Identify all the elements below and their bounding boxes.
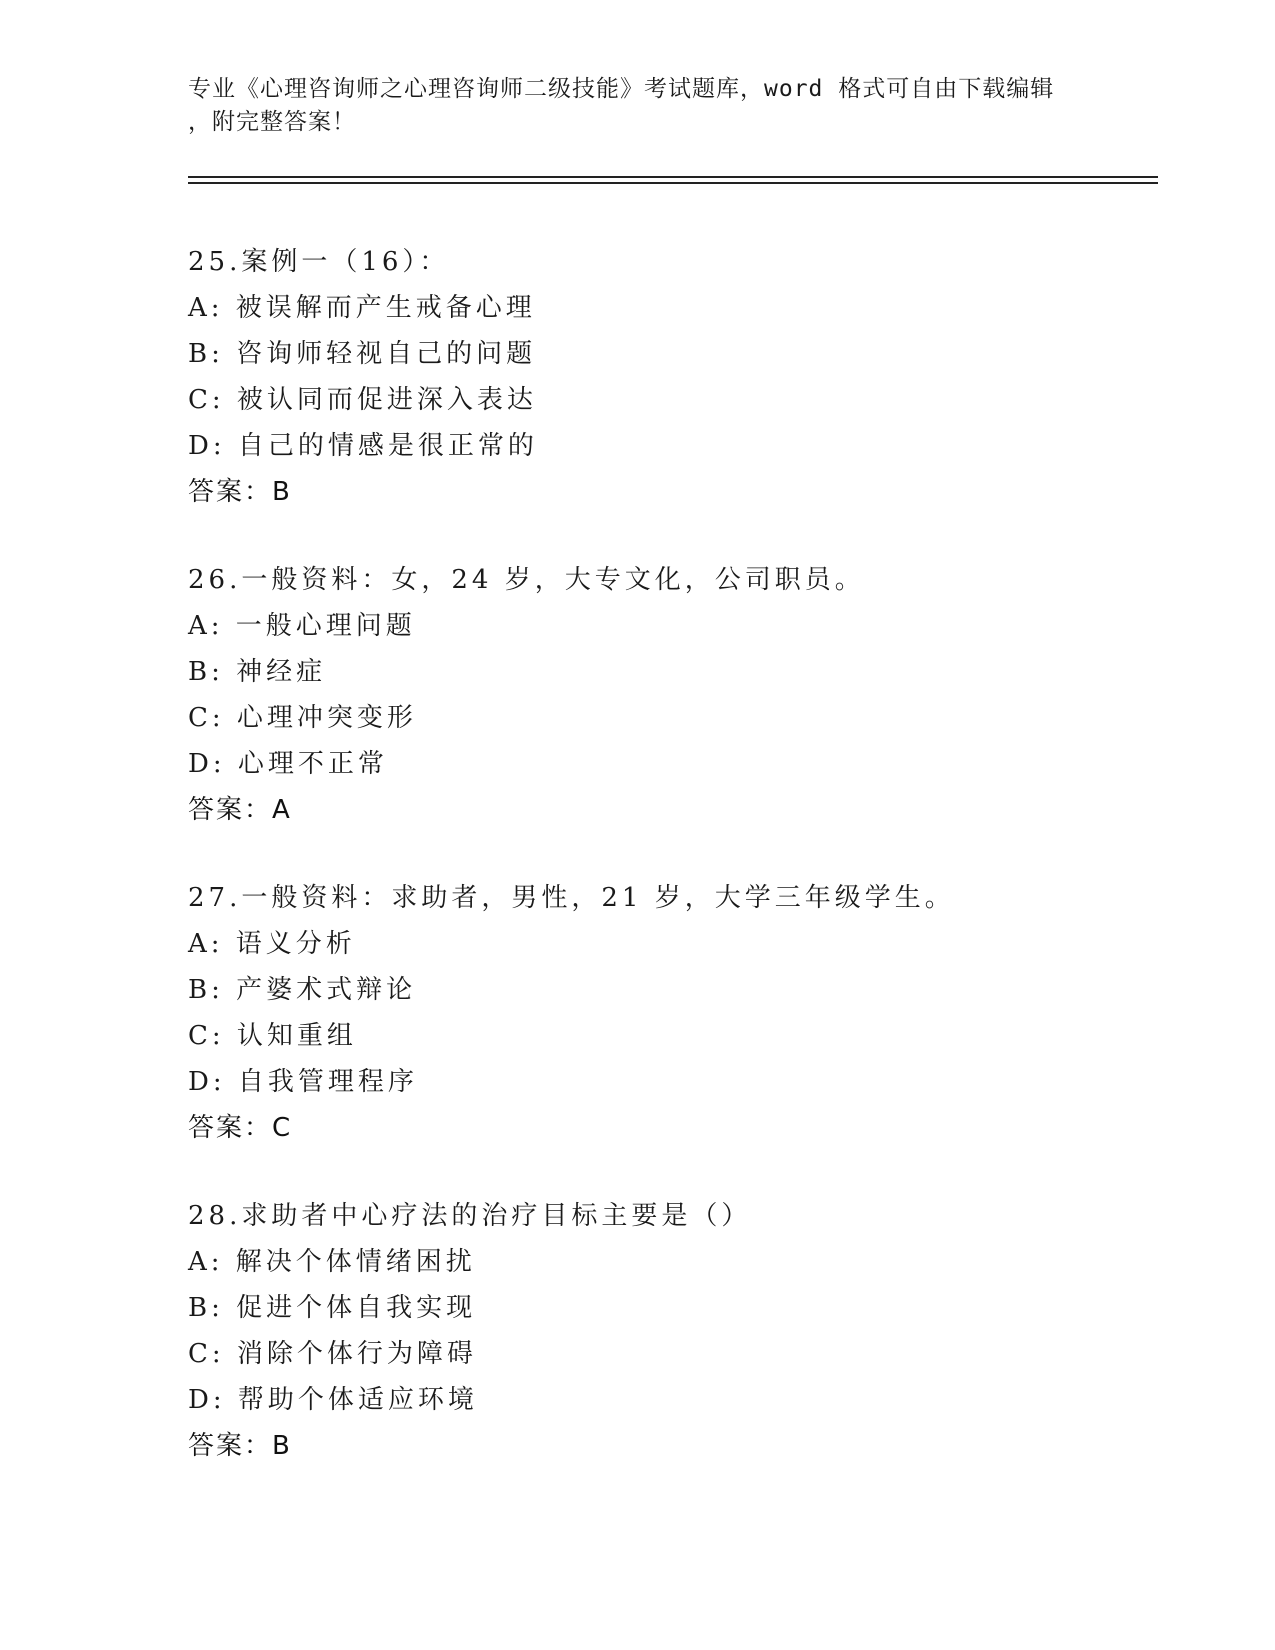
option-a: A: 语义分析	[188, 929, 356, 959]
document-header	[188, 73, 1088, 139]
answer-line: 答案：B	[188, 1431, 292, 1461]
question-28	[188, 1193, 1168, 1469]
question-list	[188, 239, 1168, 1511]
header-divider-top	[188, 176, 1158, 178]
question-stem: 28.求助者中心疗法的治疗目标主要是（）	[188, 1201, 752, 1231]
option-a: A: 解决个体情绪困扰	[188, 1247, 476, 1277]
option-b: B: 促进个体自我实现	[188, 1293, 477, 1323]
option-d: D: 帮助个体适应环境	[188, 1385, 478, 1415]
question-stem: 25.案例一（16）：	[188, 247, 450, 277]
option-b: B: 产婆术式辩论	[188, 975, 417, 1005]
option-c: C: 被认同而促进深入表达	[188, 385, 537, 415]
option-a: A: 一般心理问题	[188, 611, 416, 641]
question-25	[188, 239, 1168, 515]
option-d: D: 自我管理程序	[188, 1067, 418, 1097]
answer-line: 答案：C	[188, 1113, 293, 1143]
question-26	[188, 557, 1168, 833]
option-a: A: 被误解而产生戒备心理	[188, 293, 536, 323]
question-27	[188, 875, 1168, 1151]
option-b: B: 神经症	[188, 657, 327, 687]
answer-line: 答案：B	[188, 477, 292, 507]
option-c: C: 消除个体行为障碍	[188, 1339, 477, 1369]
question-stem: 27.一般资料：求助者，男性，21 岁，大学三年级学生。	[188, 883, 955, 913]
header-line-1: 专业《心理咨询师之心理咨询师二级技能》考试题库，word 格式可自由下载编辑	[188, 76, 1055, 102]
option-b: B: 咨询师轻视自己的问题	[188, 339, 537, 369]
question-stem: 26.一般资料：女，24 岁，大专文化，公司职员。	[188, 565, 865, 595]
answer-line: 答案：A	[188, 795, 292, 825]
header-divider-bottom	[188, 182, 1158, 184]
option-c: C: 认知重组	[188, 1021, 357, 1051]
option-d: D: 自己的情感是很正常的	[188, 431, 538, 461]
option-d: D: 心理不正常	[188, 749, 388, 779]
header-line-2: ，附完整答案！	[188, 109, 356, 135]
option-c: C: 心理冲突变形	[188, 703, 417, 733]
